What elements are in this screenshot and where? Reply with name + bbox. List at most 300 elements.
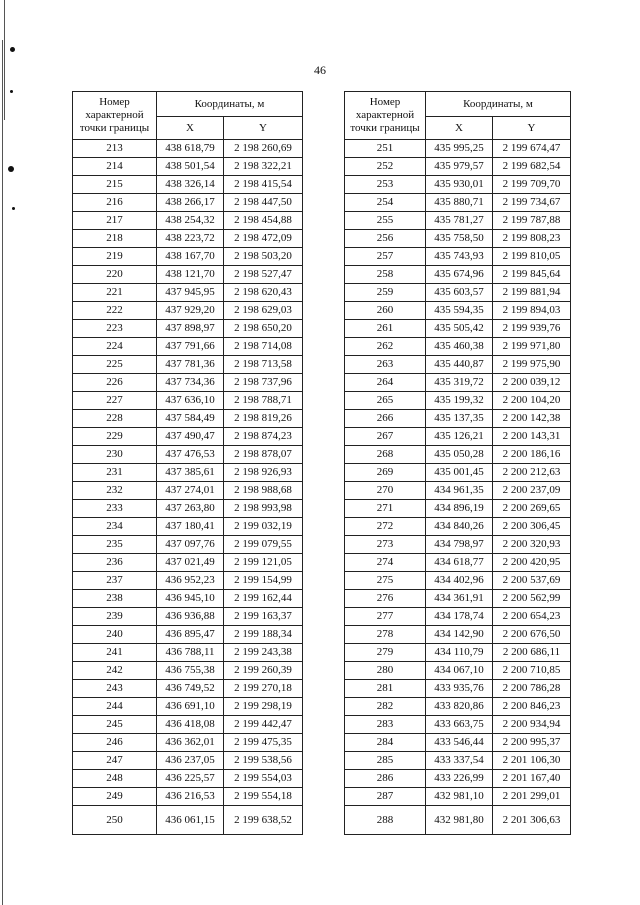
x-coordinate-cell: 435 930,01 <box>426 176 493 194</box>
y-coordinate-cell: 2 199 808,23 <box>493 230 571 248</box>
point-number-cell: 246 <box>73 734 157 752</box>
y-coordinate-cell: 2 199 475,35 <box>224 734 303 752</box>
point-number-cell: 282 <box>345 698 426 716</box>
table-row <box>73 338 303 356</box>
table-row <box>73 698 303 716</box>
y-coordinate-cell: 2 200 212,63 <box>493 464 571 482</box>
point-number-cell: 263 <box>345 356 426 374</box>
margin-scan-line <box>4 0 5 120</box>
y-coordinate-cell: 2 200 143,31 <box>493 428 571 446</box>
x-coordinate-cell: 436 945,10 <box>157 590 224 608</box>
y-coordinate-cell: 2 198 993,98 <box>224 500 303 518</box>
y-coordinate-cell: 2 200 237,09 <box>493 482 571 500</box>
x-coordinate-cell: 437 263,80 <box>157 500 224 518</box>
y-coordinate-cell: 2 198 788,71 <box>224 392 303 410</box>
point-number-cell: 229 <box>73 428 157 446</box>
point-number-cell: 259 <box>345 284 426 302</box>
table-row <box>345 554 571 572</box>
x-coordinate-cell: 435 505,42 <box>426 320 493 338</box>
y-coordinate-cell: 2 199 894,03 <box>493 302 571 320</box>
x-coordinate-cell: 436 936,88 <box>157 608 224 626</box>
x-coordinate-cell: 435 995,25 <box>426 140 493 158</box>
point-number-cell: 268 <box>345 446 426 464</box>
point-number-cell: 237 <box>73 572 157 590</box>
x-coordinate-cell: 435 880,71 <box>426 194 493 212</box>
x-coordinate-cell: 437 180,41 <box>157 518 224 536</box>
point-number-cell: 217 <box>73 212 157 230</box>
y-coordinate-cell: 2 199 939,76 <box>493 320 571 338</box>
table-row <box>345 248 571 266</box>
x-coordinate-cell: 437 898,97 <box>157 320 224 338</box>
margin-scan-line <box>2 40 3 905</box>
y-coordinate-cell: 2 200 269,65 <box>493 500 571 518</box>
x-column-header: X <box>426 117 493 140</box>
table-row <box>73 554 303 572</box>
table-row <box>73 500 303 518</box>
x-coordinate-cell: 436 952,23 <box>157 572 224 590</box>
x-coordinate-cell: 436 225,57 <box>157 770 224 788</box>
point-number-cell: 255 <box>345 212 426 230</box>
table-row <box>345 608 571 626</box>
y-coordinate-cell: 2 198 713,58 <box>224 356 303 374</box>
y-coordinate-cell: 2 198 454,88 <box>224 212 303 230</box>
y-coordinate-cell: 2 198 503,20 <box>224 248 303 266</box>
y-coordinate-cell: 2 199 298,19 <box>224 698 303 716</box>
table-row <box>73 140 303 158</box>
point-number-header: Номер характерной точки границы <box>73 92 157 140</box>
table-row <box>345 536 571 554</box>
y-coordinate-cell: 2 201 299,01 <box>493 788 571 806</box>
x-coordinate-cell: 436 237,05 <box>157 752 224 770</box>
table-row <box>73 464 303 482</box>
y-coordinate-cell: 2 200 654,23 <box>493 608 571 626</box>
x-coordinate-cell: 437 929,20 <box>157 302 224 320</box>
table-row <box>73 320 303 338</box>
point-number-cell: 275 <box>345 572 426 590</box>
y-coordinate-cell: 2 200 846,23 <box>493 698 571 716</box>
y-coordinate-cell: 2 200 934,94 <box>493 716 571 734</box>
x-coordinate-cell: 435 979,57 <box>426 158 493 176</box>
point-number-cell: 273 <box>345 536 426 554</box>
y-coordinate-cell: 2 200 537,69 <box>493 572 571 590</box>
y-coordinate-cell: 2 200 420,95 <box>493 554 571 572</box>
y-coordinate-cell: 2 200 104,20 <box>493 392 571 410</box>
point-number-cell: 247 <box>73 752 157 770</box>
y-coordinate-cell: 2 198 415,54 <box>224 176 303 194</box>
y-coordinate-cell: 2 199 975,90 <box>493 356 571 374</box>
point-number-cell: 269 <box>345 464 426 482</box>
table-row <box>345 662 571 680</box>
point-number-cell: 251 <box>345 140 426 158</box>
x-coordinate-cell: 436 216,53 <box>157 788 224 806</box>
table-row <box>345 518 571 536</box>
x-coordinate-cell: 435 781,27 <box>426 212 493 230</box>
table-row <box>345 752 571 770</box>
x-coordinate-cell: 438 326,14 <box>157 176 224 194</box>
point-number-cell: 260 <box>345 302 426 320</box>
x-coordinate-cell: 435 126,21 <box>426 428 493 446</box>
y-coordinate-cell: 2 199 787,88 <box>493 212 571 230</box>
y-coordinate-cell: 2 200 142,38 <box>493 410 571 428</box>
point-number-cell: 243 <box>73 680 157 698</box>
point-number-cell: 223 <box>73 320 157 338</box>
table-row <box>73 230 303 248</box>
table-row <box>73 680 303 698</box>
y-coordinate-cell: 2 199 260,39 <box>224 662 303 680</box>
table-row <box>345 464 571 482</box>
y-coordinate-cell: 2 201 306,63 <box>493 806 571 835</box>
point-number-cell: 250 <box>73 806 157 835</box>
point-number-cell: 228 <box>73 410 157 428</box>
table-row <box>73 752 303 770</box>
y-coordinate-cell: 2 198 527,47 <box>224 266 303 284</box>
binding-hole-mark <box>10 47 15 52</box>
coordinates-header: Координаты, м <box>426 92 571 117</box>
point-number-cell: 220 <box>73 266 157 284</box>
x-coordinate-cell: 437 734,36 <box>157 374 224 392</box>
x-coordinate-cell: 436 691,10 <box>157 698 224 716</box>
point-number-cell: 277 <box>345 608 426 626</box>
y-coordinate-cell: 2 199 554,18 <box>224 788 303 806</box>
point-number-cell: 241 <box>73 644 157 662</box>
table-row <box>345 734 571 752</box>
x-coordinate-cell: 435 758,50 <box>426 230 493 248</box>
y-coordinate-cell: 2 200 786,28 <box>493 680 571 698</box>
binding-hole-mark <box>8 166 14 172</box>
y-coordinate-cell: 2 200 562,99 <box>493 590 571 608</box>
point-number-cell: 271 <box>345 500 426 518</box>
table-row <box>345 428 571 446</box>
point-number-cell: 219 <box>73 248 157 266</box>
table-row <box>73 644 303 662</box>
x-coordinate-cell: 435 050,28 <box>426 446 493 464</box>
table-row <box>73 158 303 176</box>
point-number-cell: 230 <box>73 446 157 464</box>
x-coordinate-cell: 436 755,38 <box>157 662 224 680</box>
x-coordinate-cell: 434 961,35 <box>426 482 493 500</box>
point-number-cell: 214 <box>73 158 157 176</box>
table-row <box>345 176 571 194</box>
coordinates-table-left <box>72 91 303 835</box>
point-number-cell: 287 <box>345 788 426 806</box>
x-coordinate-cell: 437 097,76 <box>157 536 224 554</box>
point-number-cell: 227 <box>73 392 157 410</box>
x-coordinate-cell: 437 781,36 <box>157 356 224 374</box>
point-number-cell: 240 <box>73 626 157 644</box>
point-number-cell: 222 <box>73 302 157 320</box>
table-row <box>73 770 303 788</box>
point-number-cell: 231 <box>73 464 157 482</box>
y-coordinate-cell: 2 200 686,11 <box>493 644 571 662</box>
x-coordinate-cell: 436 895,47 <box>157 626 224 644</box>
x-coordinate-cell: 438 254,32 <box>157 212 224 230</box>
x-coordinate-cell: 434 402,96 <box>426 572 493 590</box>
point-number-cell: 288 <box>345 806 426 835</box>
point-number-cell: 274 <box>345 554 426 572</box>
x-coordinate-cell: 435 440,87 <box>426 356 493 374</box>
point-number-cell: 221 <box>73 284 157 302</box>
table-row <box>73 716 303 734</box>
y-coordinate-cell: 2 198 260,69 <box>224 140 303 158</box>
table-row <box>73 212 303 230</box>
coordinates-table-right <box>344 91 571 835</box>
point-number-cell: 265 <box>345 392 426 410</box>
y-coordinate-cell: 2 199 554,03 <box>224 770 303 788</box>
table-row <box>345 626 571 644</box>
table-row <box>345 140 571 158</box>
table-row <box>73 410 303 428</box>
table-row <box>73 572 303 590</box>
x-coordinate-cell: 433 546,44 <box>426 734 493 752</box>
y-coordinate-cell: 2 199 682,54 <box>493 158 571 176</box>
y-coordinate-cell: 2 199 163,37 <box>224 608 303 626</box>
y-coordinate-cell: 2 199 442,47 <box>224 716 303 734</box>
y-coordinate-cell: 2 200 320,93 <box>493 536 571 554</box>
y-coordinate-cell: 2 198 714,08 <box>224 338 303 356</box>
point-number-cell: 224 <box>73 338 157 356</box>
table-row <box>73 446 303 464</box>
x-coordinate-cell: 435 743,93 <box>426 248 493 266</box>
x-coordinate-cell: 433 663,75 <box>426 716 493 734</box>
point-number-cell: 256 <box>345 230 426 248</box>
point-number-cell: 216 <box>73 194 157 212</box>
table-row <box>73 608 303 626</box>
x-coordinate-cell: 435 319,72 <box>426 374 493 392</box>
y-coordinate-cell: 2 199 162,44 <box>224 590 303 608</box>
table-row <box>73 356 303 374</box>
point-number-cell: 239 <box>73 608 157 626</box>
table-row <box>345 374 571 392</box>
point-number-cell: 281 <box>345 680 426 698</box>
point-number-cell: 244 <box>73 698 157 716</box>
x-coordinate-cell: 435 137,35 <box>426 410 493 428</box>
table-row <box>345 356 571 374</box>
table-row <box>345 644 571 662</box>
y-coordinate-cell: 2 198 629,03 <box>224 302 303 320</box>
table-row <box>73 536 303 554</box>
x-coordinate-cell: 435 199,32 <box>426 392 493 410</box>
y-coordinate-cell: 2 198 737,96 <box>224 374 303 392</box>
point-number-cell: 215 <box>73 176 157 194</box>
point-number-cell: 245 <box>73 716 157 734</box>
table-row <box>345 500 571 518</box>
table-row <box>73 788 303 806</box>
table-row <box>73 482 303 500</box>
table-row <box>73 734 303 752</box>
point-number-cell: 286 <box>345 770 426 788</box>
table-row <box>73 392 303 410</box>
table-row <box>345 716 571 734</box>
y-coordinate-cell: 2 199 243,38 <box>224 644 303 662</box>
binding-hole-mark <box>10 90 13 93</box>
y-coordinate-cell: 2 198 878,07 <box>224 446 303 464</box>
table-row <box>73 662 303 680</box>
point-number-cell: 272 <box>345 518 426 536</box>
point-number-cell: 257 <box>345 248 426 266</box>
table-row <box>345 158 571 176</box>
table-row <box>73 374 303 392</box>
point-number-cell: 234 <box>73 518 157 536</box>
y-coordinate-cell: 2 198 926,93 <box>224 464 303 482</box>
x-coordinate-cell: 438 618,79 <box>157 140 224 158</box>
x-coordinate-cell: 434 798,97 <box>426 536 493 554</box>
point-number-cell: 238 <box>73 590 157 608</box>
y-coordinate-cell: 2 200 306,45 <box>493 518 571 536</box>
x-coordinate-cell: 436 418,08 <box>157 716 224 734</box>
y-coordinate-cell: 2 198 620,43 <box>224 284 303 302</box>
y-coordinate-cell: 2 200 710,85 <box>493 662 571 680</box>
point-number-cell: 276 <box>345 590 426 608</box>
point-number-cell: 266 <box>345 410 426 428</box>
x-coordinate-cell: 433 226,99 <box>426 770 493 788</box>
x-coordinate-cell: 437 636,10 <box>157 392 224 410</box>
x-coordinate-cell: 434 142,90 <box>426 626 493 644</box>
x-coordinate-cell: 433 337,54 <box>426 752 493 770</box>
x-coordinate-cell: 438 167,70 <box>157 248 224 266</box>
y-coordinate-cell: 2 198 472,09 <box>224 230 303 248</box>
x-coordinate-cell: 435 001,45 <box>426 464 493 482</box>
x-coordinate-cell: 437 490,47 <box>157 428 224 446</box>
y-column-header: Y <box>493 117 571 140</box>
table-row <box>345 572 571 590</box>
table-row <box>345 410 571 428</box>
point-number-cell: 225 <box>73 356 157 374</box>
coordinates-header: Координаты, м <box>157 92 303 117</box>
table-row <box>345 194 571 212</box>
table-row <box>345 212 571 230</box>
point-number-cell: 254 <box>345 194 426 212</box>
point-number-cell: 213 <box>73 140 157 158</box>
table-row <box>73 176 303 194</box>
y-coordinate-cell: 2 199 538,56 <box>224 752 303 770</box>
y-coordinate-cell: 2 199 810,05 <box>493 248 571 266</box>
table-row <box>73 248 303 266</box>
x-coordinate-cell: 438 223,72 <box>157 230 224 248</box>
point-number-cell: 249 <box>73 788 157 806</box>
x-coordinate-cell: 436 788,11 <box>157 644 224 662</box>
table-row <box>73 518 303 536</box>
y-coordinate-cell: 2 198 988,68 <box>224 482 303 500</box>
y-coordinate-cell: 2 199 154,99 <box>224 572 303 590</box>
x-coordinate-cell: 435 674,96 <box>426 266 493 284</box>
table-row <box>345 230 571 248</box>
point-number-cell: 278 <box>345 626 426 644</box>
point-number-cell: 270 <box>345 482 426 500</box>
table-row <box>73 626 303 644</box>
y-coordinate-cell: 2 199 709,70 <box>493 176 571 194</box>
binding-hole-mark <box>12 207 15 210</box>
point-number-cell: 262 <box>345 338 426 356</box>
y-coordinate-cell: 2 200 995,37 <box>493 734 571 752</box>
x-coordinate-cell: 437 945,95 <box>157 284 224 302</box>
y-coordinate-cell: 2 201 106,30 <box>493 752 571 770</box>
x-coordinate-cell: 433 935,76 <box>426 680 493 698</box>
table-row <box>73 284 303 302</box>
point-number-header: Номер характерной точки границы <box>345 92 426 140</box>
x-coordinate-cell: 434 896,19 <box>426 500 493 518</box>
y-coordinate-cell: 2 199 032,19 <box>224 518 303 536</box>
point-number-cell: 236 <box>73 554 157 572</box>
x-coordinate-cell: 432 981,10 <box>426 788 493 806</box>
y-coordinate-cell: 2 199 734,67 <box>493 194 571 212</box>
y-coordinate-cell: 2 199 121,05 <box>224 554 303 572</box>
y-coordinate-cell: 2 198 650,20 <box>224 320 303 338</box>
y-coordinate-cell: 2 199 674,47 <box>493 140 571 158</box>
page-number: 46 <box>314 63 326 77</box>
y-coordinate-cell: 2 198 874,23 <box>224 428 303 446</box>
table-row <box>345 770 571 788</box>
point-number-cell: 280 <box>345 662 426 680</box>
y-coordinate-cell: 2 198 322,21 <box>224 158 303 176</box>
point-number-cell: 226 <box>73 374 157 392</box>
x-coordinate-cell: 438 501,54 <box>157 158 224 176</box>
y-coordinate-cell: 2 198 447,50 <box>224 194 303 212</box>
x-coordinate-cell: 437 385,61 <box>157 464 224 482</box>
y-coordinate-cell: 2 200 039,12 <box>493 374 571 392</box>
table-row <box>345 698 571 716</box>
table-row <box>345 806 571 835</box>
x-column-header: X <box>157 117 224 140</box>
y-coordinate-cell: 2 200 676,50 <box>493 626 571 644</box>
x-coordinate-cell: 435 460,38 <box>426 338 493 356</box>
y-coordinate-cell: 2 199 881,94 <box>493 284 571 302</box>
x-coordinate-cell: 434 618,77 <box>426 554 493 572</box>
point-number-cell: 283 <box>345 716 426 734</box>
x-coordinate-cell: 433 820,86 <box>426 698 493 716</box>
table-row <box>345 590 571 608</box>
y-coordinate-cell: 2 199 188,34 <box>224 626 303 644</box>
table-row <box>73 302 303 320</box>
table-row <box>345 338 571 356</box>
point-number-cell: 235 <box>73 536 157 554</box>
table-row <box>73 266 303 284</box>
x-coordinate-cell: 438 121,70 <box>157 266 224 284</box>
point-number-cell: 261 <box>345 320 426 338</box>
y-coordinate-cell: 2 199 845,64 <box>493 266 571 284</box>
x-coordinate-cell: 432 981,80 <box>426 806 493 835</box>
point-number-cell: 233 <box>73 500 157 518</box>
point-number-cell: 279 <box>345 644 426 662</box>
table-row <box>73 806 303 835</box>
point-number-cell: 267 <box>345 428 426 446</box>
y-coordinate-cell: 2 199 638,52 <box>224 806 303 835</box>
point-number-cell: 232 <box>73 482 157 500</box>
table-row <box>345 284 571 302</box>
table-row <box>345 266 571 284</box>
y-coordinate-cell: 2 201 167,40 <box>493 770 571 788</box>
y-coordinate-cell: 2 199 079,55 <box>224 536 303 554</box>
table-row <box>73 428 303 446</box>
x-coordinate-cell: 434 361,91 <box>426 590 493 608</box>
x-coordinate-cell: 435 594,35 <box>426 302 493 320</box>
point-number-cell: 284 <box>345 734 426 752</box>
table-row <box>345 392 571 410</box>
y-coordinate-cell: 2 199 971,80 <box>493 338 571 356</box>
x-coordinate-cell: 435 603,57 <box>426 284 493 302</box>
x-coordinate-cell: 434 110,79 <box>426 644 493 662</box>
table-row <box>345 446 571 464</box>
point-number-cell: 242 <box>73 662 157 680</box>
point-number-cell: 264 <box>345 374 426 392</box>
table-row <box>345 680 571 698</box>
table-row <box>345 320 571 338</box>
point-number-cell: 252 <box>345 158 426 176</box>
point-number-cell: 218 <box>73 230 157 248</box>
x-coordinate-cell: 438 266,17 <box>157 194 224 212</box>
y-coordinate-cell: 2 199 270,18 <box>224 680 303 698</box>
point-number-cell: 258 <box>345 266 426 284</box>
x-coordinate-cell: 436 362,01 <box>157 734 224 752</box>
